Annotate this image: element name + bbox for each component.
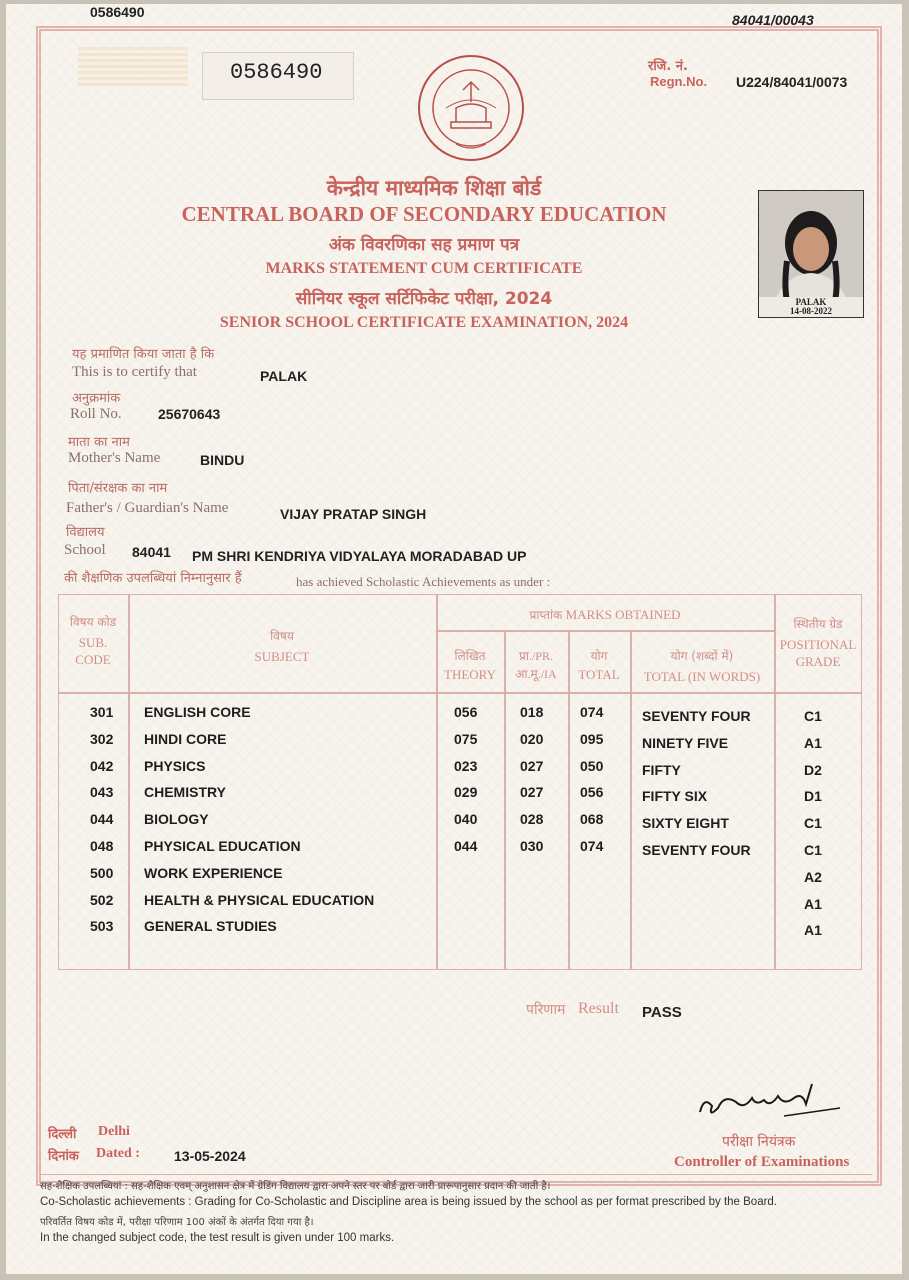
exam-title-hi: सीनियर स्कूल सर्टिफिकेट परीक्षा, 2024 (295, 289, 553, 309)
top-code: 84041/00043 (732, 12, 814, 28)
cell-subject: PHYSICAL EDUCATION (144, 838, 301, 854)
cell-subject: WORK EXPERIENCE (144, 864, 283, 881)
cell-theory: 056 (454, 704, 478, 720)
school-name: PM SHRI KENDRIYA VIDYALAYA MORADABAD UP (192, 548, 527, 564)
th-total: TOTAL (578, 667, 620, 682)
regn-number: U224/84041/0073 (736, 74, 848, 90)
mother-label-hi: माता का नाम (68, 435, 130, 450)
document-title: MARKS STATEMENT CUM CERTIFICATE (265, 260, 583, 277)
note-1: Co-Scholastic achievements : Grading for Co-Scholastic and Discipline area is being issued by the school as per format prescribed by the Board. (40, 1196, 778, 1208)
cell-subject: ENGLISH CORE (144, 704, 251, 720)
cell-code: 301 (90, 704, 114, 720)
th-marks-group (436, 606, 774, 624)
cell-theory: 044 (454, 838, 478, 854)
cell-theory: 040 (454, 811, 478, 828)
cell-pr: 027 (520, 757, 544, 774)
th-subject-hi: विषय (270, 629, 294, 643)
cell-pr: 018 (520, 704, 544, 720)
th-theory-hi: लिखित (454, 649, 486, 663)
cell-subject: CHEMISTRY (144, 784, 226, 801)
controller-title: Controller of Examinations (674, 1154, 850, 1170)
cell-subject: BIOLOGY (144, 811, 209, 828)
cell-grade: D1 (804, 788, 822, 805)
dated-value: 13-05-2024 (174, 1148, 246, 1164)
cell-words: FIFTY SIX (642, 788, 708, 805)
document-title-hi: अंक विवरणिका सह प्रमाण पत्र (328, 235, 520, 255)
photo-name: PALAK (795, 297, 827, 307)
cell-pr: 027 (520, 784, 544, 801)
note-2: In the changed subject code, the test result is given under 100 marks. (40, 1232, 395, 1244)
th-total-hi: योग (590, 649, 608, 663)
cell-code: 048 (90, 838, 114, 854)
cell-subject: HINDI CORE (144, 730, 227, 747)
mother-label: Mother's Name (68, 450, 161, 466)
place: Delhi (98, 1124, 130, 1139)
father-name: VIJAY PRATAP SINGH (280, 506, 427, 522)
father-label: Father's / Guardian's Name (66, 500, 229, 516)
cell-total: 056 (580, 784, 604, 801)
cell-words: NINETY FIVE (642, 734, 729, 751)
cell-grade: A1 (804, 895, 822, 912)
result-label-hi: परिणाम (526, 1002, 566, 1018)
student-photo (758, 190, 864, 318)
cell-grade: D2 (804, 761, 822, 778)
cell-pr: 028 (520, 811, 544, 828)
achievement-label: has achieved Scholastic Achievements as under : (296, 574, 551, 589)
cell-code: 503 (90, 918, 114, 935)
dated-label: Dated : (96, 1146, 140, 1161)
dated-label-hi: दिनांक (48, 1149, 79, 1164)
hologram-patch (78, 46, 188, 86)
school-code: 84041 (132, 544, 171, 560)
exam-title: SENIOR SCHOOL CERTIFICATE EXAMINATION, 2024 (219, 314, 629, 331)
th-grade-hi: स्थितीय ग्रेड (793, 617, 843, 631)
cell-code: 500 (90, 864, 114, 881)
school-label-hi: विद्यालय (66, 525, 105, 540)
note-1-hi: सह-शैक्षिक उपलब्धियां : सह-शैक्षिक एवम् अनुशासन क्षेत्र में ग्रेडिंग विद्यालय द्वारा अपने स्तर पर बोर्ड द्वारा जारी प्रारूपानुसार प्रदान की जाती है। (40, 1181, 551, 1192)
cell-code: 502 (90, 891, 114, 908)
place-hi: दिल्ली (48, 1127, 77, 1142)
th-theory: THEORY (444, 667, 496, 682)
cell-subject: HEALTH & PHYSICAL EDUCATION (144, 891, 375, 908)
cell-code: 302 (90, 730, 114, 747)
board-name: CENTRAL BOARD OF SECONDARY EDUCATION (181, 202, 667, 226)
th-words: TOTAL (IN WORDS) (643, 669, 761, 684)
result-value: PASS (642, 1004, 682, 1021)
cell-pr: 020 (520, 730, 544, 747)
school-label: School (64, 542, 106, 558)
cell-theory: 023 (454, 757, 478, 774)
cell-theory: 075 (454, 730, 478, 747)
regn-label-hi: रजि. नं. (648, 59, 688, 74)
cell-code: 043 (90, 784, 114, 801)
th-pr-hi: प्रा./PR. (519, 649, 553, 663)
cell-words: SIXTY EIGHT (642, 815, 729, 832)
cell-grade: C1 (804, 708, 822, 724)
th-grade: POSITIONAL GRADE (779, 637, 857, 669)
th-subject: SUBJECT (254, 649, 310, 664)
cell-words: SEVENTY FOUR (642, 708, 751, 724)
cell-code: 042 (90, 757, 114, 774)
th-code: SUB. CODE (75, 635, 111, 667)
serial-number: 0586490 (230, 60, 323, 85)
th-words-hi: योग (शब्दों में) (670, 649, 734, 663)
th-marks: MARKS OBTAINED (565, 607, 681, 622)
photo-date: 14-08-2022 (790, 306, 832, 316)
cell-grade: A1 (804, 922, 822, 939)
cell-words: SEVENTY FOUR (642, 842, 751, 858)
th-marks-hi: प्राप्तांक (529, 608, 563, 622)
roll-label: Roll No. (70, 406, 122, 422)
roll-number: 25670643 (158, 406, 221, 422)
result-label: Result (578, 1000, 619, 1017)
th-code-hi: विषय कोड (69, 615, 117, 629)
achievement-label-hi: की शैक्षणिक उपलब्धियां निम्नानुसार हैं (64, 571, 242, 586)
certify-label: This is to certify that (72, 364, 197, 380)
top-serial: 0586490 (90, 4, 145, 20)
roll-label-hi: अनुक्रमांक (72, 391, 121, 406)
th-pr: आ.मू./IA (515, 667, 557, 681)
controller-hi: परीक्षा नियंत्रक (722, 1134, 796, 1150)
cell-words: FIFTY (642, 761, 681, 778)
student-name: PALAK (260, 368, 308, 384)
cell-grade: C1 (804, 842, 822, 858)
regn-label: Regn.No. (650, 74, 708, 89)
certificate-sheet (6, 4, 902, 1274)
certify-label-hi: यह प्रमाणित किया जाता है कि (72, 347, 215, 362)
cell-grade: A2 (804, 868, 822, 885)
cbse-seal-icon (416, 52, 526, 164)
cell-code: 044 (90, 811, 114, 828)
cell-grade: C1 (804, 815, 822, 832)
note-2-hi: परिवर्तित विषय कोड में, परीक्षा परिणाम 100 अंकों के अंतर्गत दिया गया है। (40, 1217, 314, 1228)
cell-total: 068 (580, 811, 604, 828)
cell-total: 074 (580, 704, 604, 720)
cell-subject: PHYSICS (144, 757, 206, 774)
cell-grade: A1 (804, 734, 822, 751)
cell-total: 050 (580, 757, 604, 774)
mother-name: BINDU (200, 452, 245, 468)
father-label-hi: पिता/संरक्षक का नाम (68, 481, 168, 496)
cell-total: 074 (580, 838, 604, 854)
controller-signature (694, 1072, 844, 1132)
cell-subject: GENERAL STUDIES (144, 918, 277, 935)
board-name-hi: केन्द्रीय माध्यमिक शिक्षा बोर्ड (326, 176, 542, 200)
cell-theory: 029 (454, 784, 478, 801)
cell-total: 095 (580, 730, 604, 747)
cell-pr: 030 (520, 838, 544, 854)
